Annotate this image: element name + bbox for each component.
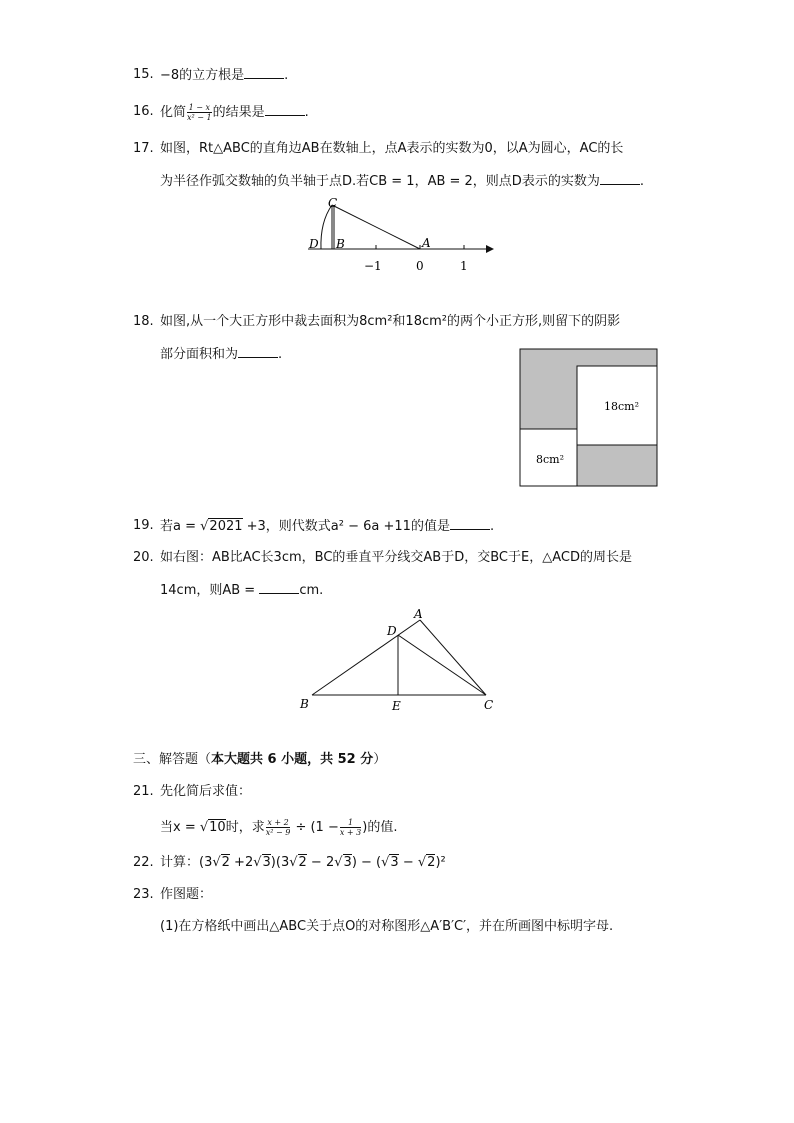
label-0: 0 — [416, 259, 424, 273]
question-text: 化简 $\frac{1 - x}{\text{x² − 1}}$ 的结果是 . — [160, 103, 309, 122]
question-number: 16. — [133, 104, 154, 119]
question-number: 23. — [133, 887, 154, 902]
answer-blank — [265, 103, 305, 116]
segment-dc — [398, 635, 486, 695]
answer-blank — [450, 517, 490, 530]
label-1: 1 — [460, 259, 468, 273]
label-a: A — [422, 236, 431, 250]
answer-blank — [244, 66, 284, 79]
label-minus1: −1 — [364, 259, 382, 273]
fraction: $\frac{x + 2}{\text{x² − 9}}$ — [265, 818, 291, 837]
answer-blank — [238, 345, 278, 358]
side-ba — [312, 620, 420, 695]
answer-blank — [259, 581, 299, 594]
question-number: 22. — [133, 855, 154, 870]
question-text-line1: 先化简后求值： — [160, 784, 252, 799]
answer-blank — [600, 172, 640, 185]
fraction: $\frac{1}{x + 3}$ — [339, 818, 362, 837]
question-text-line1: 如图,从一个大正方形中裁去面积为8cm²和18cm²的两个小正方形,则留下的阴影 — [160, 314, 621, 329]
question-text-line1: 如右图：AB比AC长3cm，BC的垂直平分线交AB于D，交BC于E，△ACD的周长是 — [160, 550, 632, 565]
question-text: 计算：(3√2 +2√3)(3√2 − 2√3) − (√3 − √2)² — [160, 855, 446, 870]
question-number: 19. — [133, 518, 154, 533]
hypotenuse-ac — [332, 205, 420, 249]
label-18cm2: 18cm² — [604, 400, 639, 413]
squares-figure — [518, 347, 660, 489]
label-b: B — [300, 697, 309, 711]
side-ac — [420, 620, 486, 695]
question-text-line1: 如图，Rt△ABC的直角边AB在数轴上，点A表示的实数为0，以A为圆心，AC的长 — [160, 141, 624, 156]
question-number: 18. — [133, 314, 154, 329]
number-line-figure — [300, 192, 500, 280]
arc — [321, 205, 332, 249]
triangle-figure — [296, 604, 498, 716]
fraction: $\frac{1 - x}{\text{x² − 1}}$ — [187, 103, 212, 122]
question-text-line1: 作图题： — [160, 887, 213, 902]
label-d: D — [387, 624, 397, 638]
label-c: C — [484, 698, 494, 712]
question-number: 21. — [133, 784, 154, 799]
label-8cm2: 8cm² — [536, 453, 564, 466]
label-e: E — [392, 699, 401, 713]
label-b: B — [336, 237, 345, 251]
question-number: 17. — [133, 141, 154, 156]
arrow-icon — [486, 245, 494, 253]
label-c: C — [328, 196, 338, 210]
label-d: D — [309, 237, 319, 251]
question-text: 若a = √2021 +3，则代数式a² − 6a +11的值是 . — [160, 519, 495, 534]
question-number: 20. — [133, 550, 154, 565]
label-a: A — [414, 607, 423, 621]
section-heading: 三、解答题（本大题共 6 小题，共 52 分） — [133, 752, 387, 767]
question-text: −8的立方根是 . — [160, 68, 289, 83]
question-number: 15. — [133, 67, 154, 82]
